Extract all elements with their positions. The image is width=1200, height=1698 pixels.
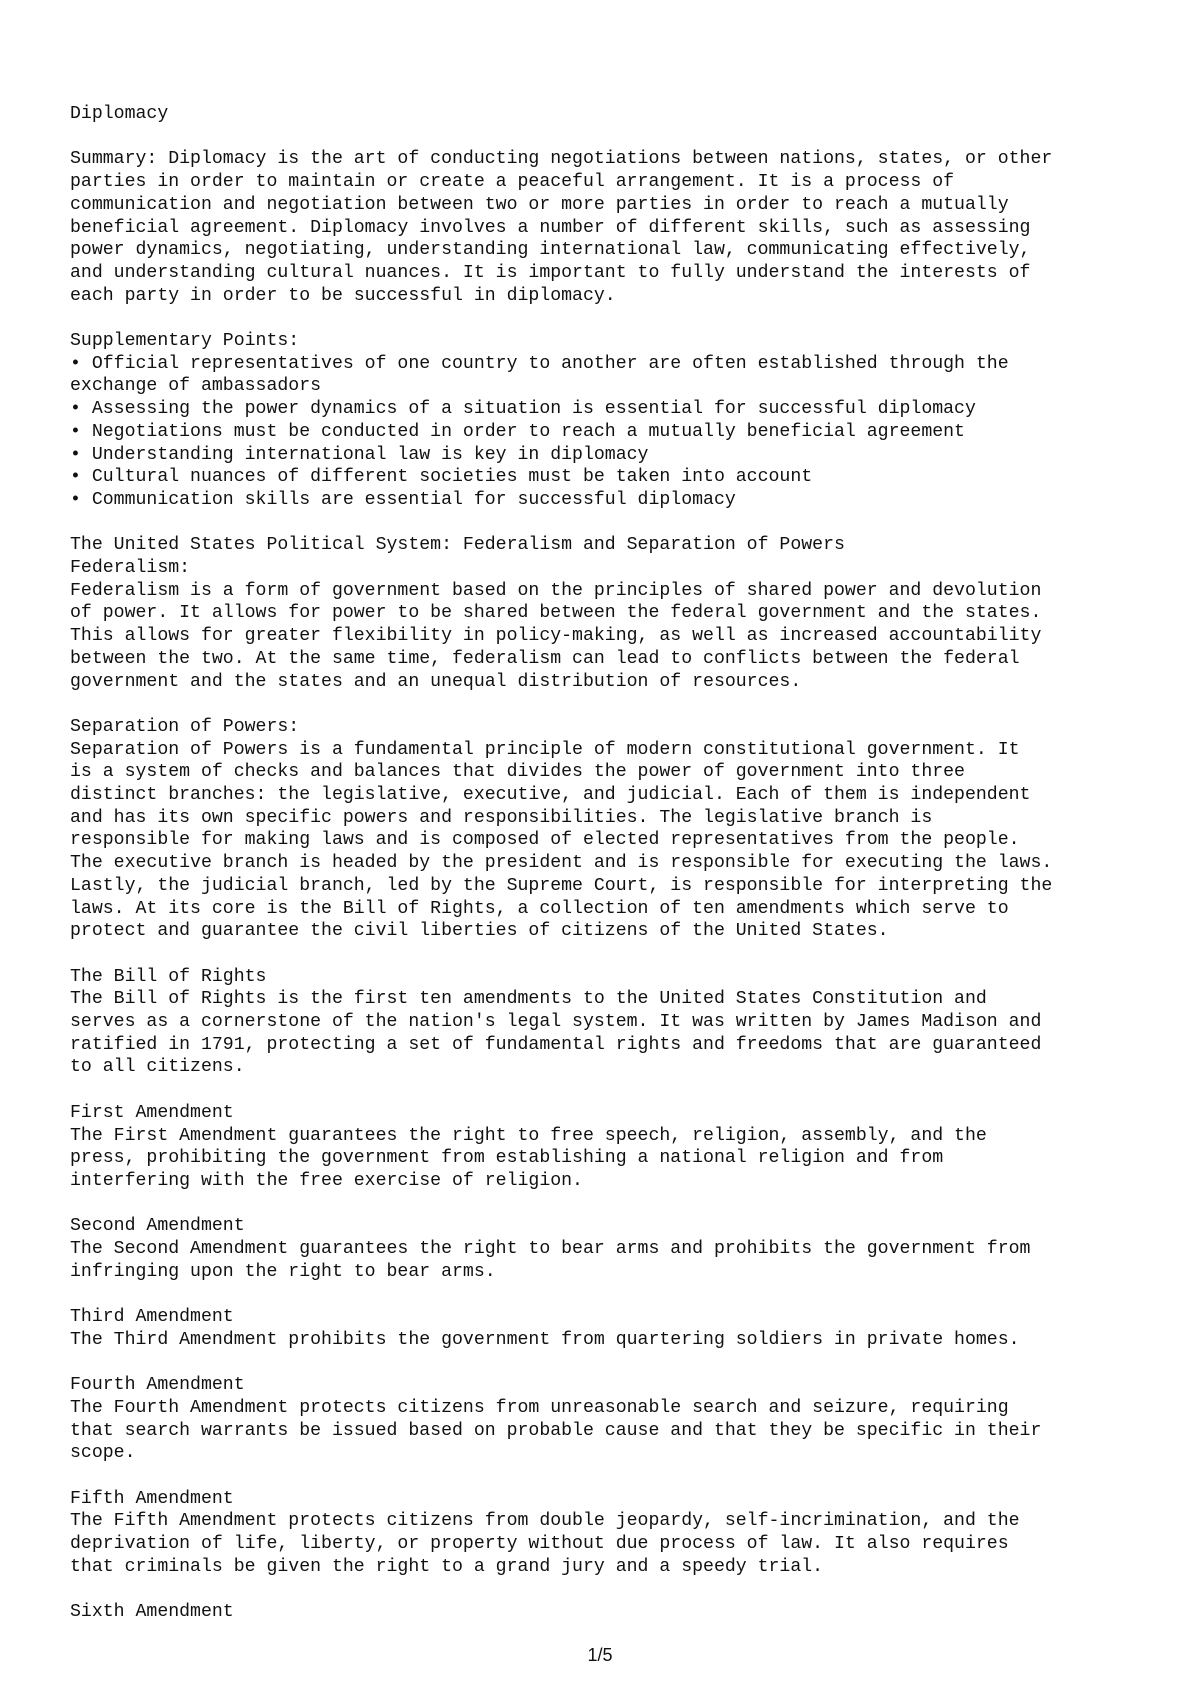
text-line: The Fourth Amendment protects citizens from unreasonable search and seizure, requiring xyxy=(70,1397,1009,1418)
text-line: press, prohibiting the government from establishing a national religion and from xyxy=(70,1148,944,1169)
paragraph-gap xyxy=(70,1079,1170,1102)
text-line: government and the states and an unequal distribution of resources. xyxy=(70,671,802,692)
text-line: Fifth Amendment xyxy=(70,1488,234,1509)
paragraph-gap xyxy=(70,1193,1170,1216)
text-line: ratified in 1791, protecting a set of fundamental rights and freedoms that are guaranteed xyxy=(70,1034,1042,1055)
text-line: distinct branches: the legislative, executive, and judicial. Each of them is independent xyxy=(70,785,1031,806)
text-line: Diplomacy xyxy=(70,104,169,124)
paragraph-gap xyxy=(70,693,1170,716)
text-block xyxy=(70,148,1170,307)
text-block xyxy=(70,1306,1170,1351)
text-line: that search warrants be issued based on probable cause and that they be specific in their xyxy=(70,1420,1042,1441)
text-line: Summary: Diplomacy is the art of conducting negotiations between nations, states, or other xyxy=(70,149,1053,170)
text-line: parties in order to maintain or create a peaceful arrangement. It is a process of xyxy=(70,172,955,193)
text-line: • Understanding international law is key in diplomacy xyxy=(70,444,649,465)
text-line: Federalism is a form of government based on the principles of shared power and devolution xyxy=(70,580,1042,601)
paragraph-gap xyxy=(70,943,1170,966)
text-line: First Amendment xyxy=(70,1102,234,1123)
text-line: Fourth Amendment xyxy=(70,1375,245,1396)
text-block xyxy=(70,1215,1170,1283)
text-line: beneficial agreement. Diplomacy involves a number of different skills, such as assessing xyxy=(70,217,1031,238)
text-line: • Official representatives of one country to another are often established through the xyxy=(70,353,1009,374)
text-line: is a system of checks and balances that divides the power of government into three xyxy=(70,762,965,783)
text-line: The Third Amendment prohibits the government from quartering soldiers in private homes. xyxy=(70,1329,1020,1350)
paragraph-gap xyxy=(70,1283,1170,1306)
text-line: scope. xyxy=(70,1443,136,1464)
text-block xyxy=(70,1102,1170,1193)
text-line: Federalism: xyxy=(70,558,191,579)
text-line: Supplementary Points: xyxy=(70,331,300,351)
text-line: deprivation of life, liberty, or property without due process of law. It also requires xyxy=(70,1534,1009,1555)
text-line: interfering with the free exercise of religion. xyxy=(70,1170,583,1191)
paragraph-gap xyxy=(70,126,1170,149)
text-line: infringing upon the right to bear arms. xyxy=(70,1261,496,1282)
text-block xyxy=(70,1488,1170,1579)
text-line: The First Amendment guarantees the right to free speech, religion, assembly, and the xyxy=(70,1125,987,1146)
text-block xyxy=(70,966,1170,1080)
text-line: serves as a cornerstone of the nation's legal system. It was written by James Madison and xyxy=(70,1012,1042,1033)
text-line: exchange of ambassadors xyxy=(70,376,322,397)
text-line: This allows for greater flexibility in policy-making, as well as increased accountability xyxy=(70,626,1042,647)
paragraph-gap xyxy=(70,512,1170,535)
text-line: • Assessing the power dynamics of a situation is essential for successful diplomacy xyxy=(70,399,976,420)
paragraph-gap xyxy=(70,307,1170,330)
paragraph-gap xyxy=(70,1579,1170,1602)
text-block xyxy=(70,1601,1170,1624)
text-line: and understanding cultural nuances. It is important to fully understand the interests of xyxy=(70,262,1031,283)
paragraph-gap xyxy=(70,1465,1170,1488)
text-block xyxy=(70,330,1170,512)
text-block xyxy=(70,103,1170,126)
text-line: The United States Political System: Federalism and Separation of Powers xyxy=(70,535,845,556)
text-line: Lastly, the judicial branch, led by the Supreme Court, is responsible for interpreting the xyxy=(70,875,1053,896)
text-line: protect and guarantee the civil liberties of citizens of the United States. xyxy=(70,921,889,942)
text-line: each party in order to be successful in diplomacy. xyxy=(70,285,616,306)
text-line: of power. It allows for power to be shared between the federal government and the states. xyxy=(70,603,1042,624)
text-line: between the two. At the same time, federalism can lead to conflicts between the federal xyxy=(70,648,1020,669)
text-line: laws. At its core is the Bill of Rights, a collection of ten amendments which serve to xyxy=(70,898,1009,919)
text-line: • Negotiations must be conducted in order to reach a mutually beneficial agreement xyxy=(70,421,965,442)
text-line: power dynamics, negotiating, understanding international law, communicating effectively, xyxy=(70,240,1031,261)
text-line: Third Amendment xyxy=(70,1307,234,1328)
text-line: The Bill of Rights is the first ten amendments to the United States Constitution and xyxy=(70,989,987,1010)
text-line: that criminals be given the right to a grand jury and a speedy trial. xyxy=(70,1556,824,1577)
text-line: • Cultural nuances of different societies must be taken into account xyxy=(70,467,813,488)
text-block xyxy=(70,716,1170,943)
page-number: 1/5 xyxy=(587,1645,613,1665)
text-line: responsible for making laws and is composed of elected representatives from the people. xyxy=(70,830,1020,851)
text-line: The Bill of Rights xyxy=(70,966,267,987)
text-line: Separation of Powers: xyxy=(70,716,300,737)
text-line: The executive branch is headed by the president and is responsible for executing the laws. xyxy=(70,853,1053,874)
text-line: to all citizens. xyxy=(70,1057,245,1078)
text-block xyxy=(70,1374,1170,1465)
text-line: • Communication skills are essential for successful diplomacy xyxy=(70,489,736,510)
text-line: The Fifth Amendment protects citizens from double jeopardy, self-incrimination, and the xyxy=(70,1511,1020,1532)
text-line: Separation of Powers is a fundamental principle of modern constitutional government. It xyxy=(70,739,1020,760)
text-block xyxy=(70,534,1170,693)
document-body xyxy=(70,103,1170,1624)
text-line: and has its own specific powers and responsibilities. The legislative branch is xyxy=(70,807,933,828)
paragraph-gap xyxy=(70,1352,1170,1375)
text-line: communication and negotiation between two or more parties in order to reach a mutually xyxy=(70,194,1009,215)
text-line: Second Amendment xyxy=(70,1216,245,1237)
text-line: Sixth Amendment xyxy=(70,1602,234,1623)
text-line: The Second Amendment guarantees the right to bear arms and prohibits the government from xyxy=(70,1239,1031,1260)
